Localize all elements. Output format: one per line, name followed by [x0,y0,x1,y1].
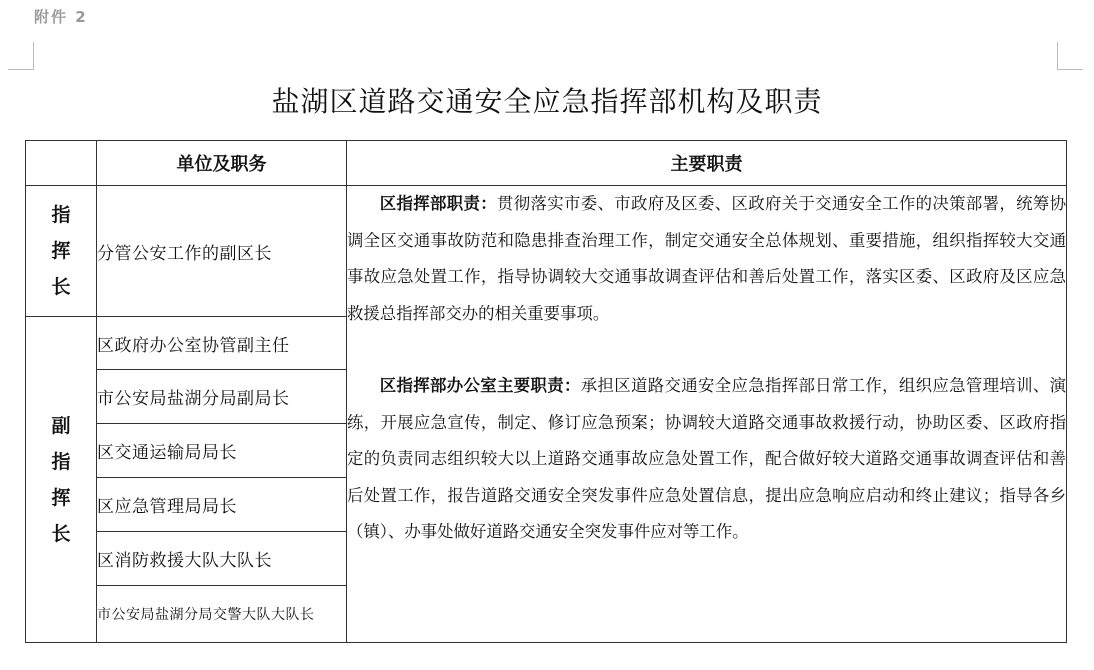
unit-cell: 区消防救援大队大队长 [97,532,347,586]
unit-cell: 区政府办公室协管副主任 [97,317,347,370]
document-title: 盐湖区道路交通安全应急指挥部机构及职责 [271,85,823,118]
page-corner-mark-left [8,42,34,70]
table-header-row [26,141,1067,186]
annex-label: 附件 2 [34,8,88,26]
role-char: 挥 [51,486,71,509]
role-char: 指 [51,204,71,226]
unit-cell: 分管公安工作的副区长 [97,186,347,317]
unit-cell: 市公安局盐湖分局交警大队大队长 [97,586,347,643]
duties-lead: 区指挥部职责： [379,194,498,213]
unit-cell: 区应急管理局局长 [97,478,347,532]
duties-lead: 区指挥部办公室主要职责： [379,376,581,395]
page-corner-mark-right [1057,42,1083,70]
role-char: 长 [51,276,71,298]
role-char: 指 [51,450,71,473]
header-cell-role [26,141,97,186]
table-row [26,186,1067,317]
role-deputy-commander [26,317,97,643]
unit-cell: 区交通运输局局长 [97,424,347,478]
duties-cell [347,186,1067,643]
unit-cell: 市公安局盐湖分局副局长 [97,370,347,424]
role-char: 副 [51,414,71,437]
role-char: 长 [51,522,71,545]
duties-table [25,140,1067,643]
role-commander [26,186,97,317]
role-char: 挥 [51,240,71,262]
duties-paragraph [347,186,1066,332]
duties-text: 承担区道路交通安全应急指挥部日常工作，组织应急管理培训、演练，开展应急宣传，制定、修订应急预案；协调较大道路交通事故救援行动，协助区委、区政府指定的负责同志组织较大以上道路交通事故应急处置工作，配合做好较大道路交通事故调查评估和善后处置工作，报告道路交通安全突发事件应急处置信息，提出应急响应启动和终止建议；指导各乡（镇）、办事处做好道路交通安全突发事件应对等工作。 [347,376,1067,541]
header-cell-unit: 单位及职务 [97,141,347,186]
duties-text: 贯彻落实市委、市政府及区委、区政府关于交通安全工作的决策部署，统筹协调全区交通事故防范和隐患排查治理工作，制定交通安全总体规划、重要措施，组织指挥较大交通事故应急处置工作，指导协调较大交通事故调查评估和善后处置工作，落实区委、区政府及区应急救援总指挥部交办的相关重要事项。 [347,194,1066,323]
header-cell-duties: 主要职责 [347,141,1067,186]
duties-paragraph [347,368,1066,551]
